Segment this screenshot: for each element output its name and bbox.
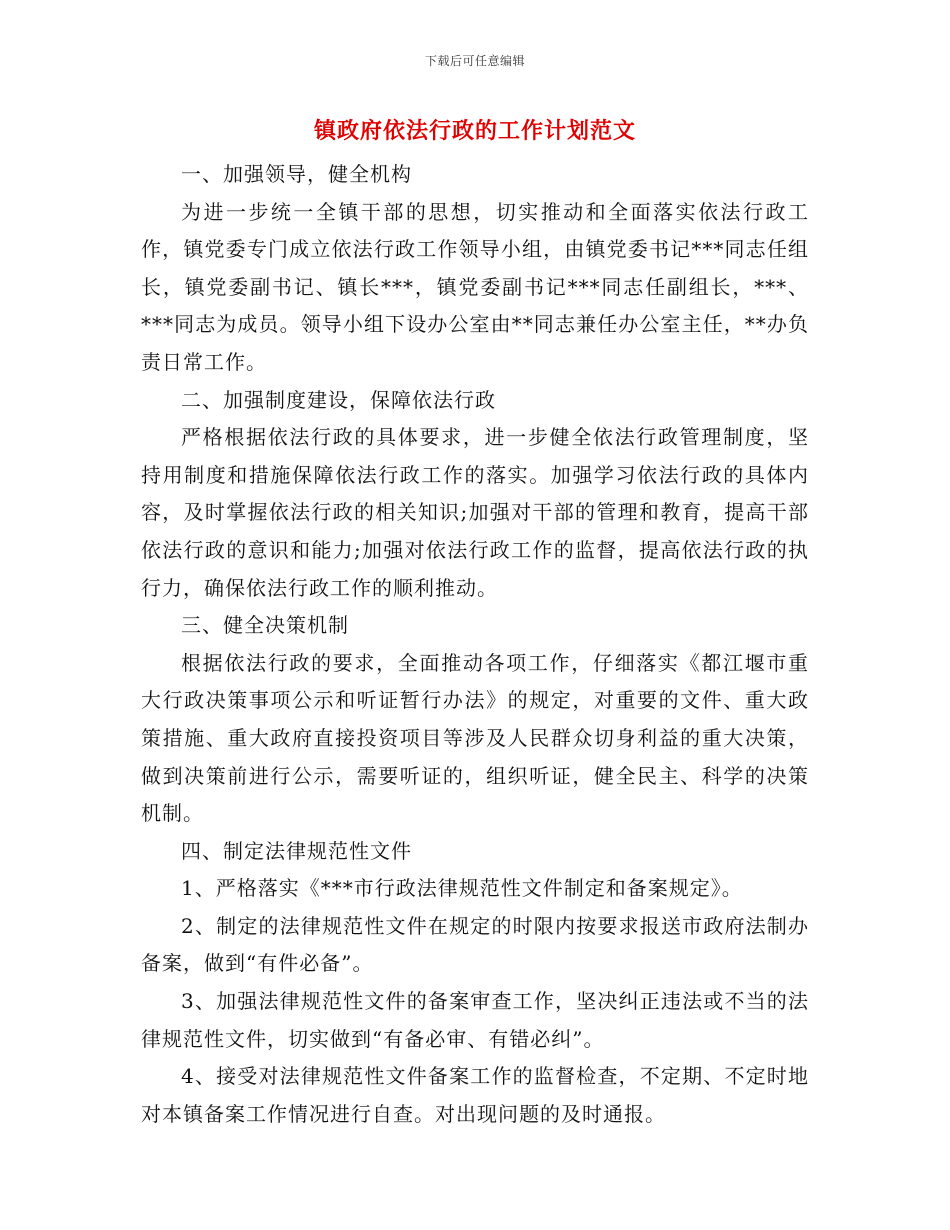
numbered-item-2: 2、制定的法律规范性文件在规定的时限内按要求报送市政府法制办备案，做到“有件必备”。	[141, 913, 809, 976]
section-heading-3: 三、健全决策机制	[181, 613, 349, 638]
document-title: 镇政府依法行政的工作计划范文	[313, 118, 636, 144]
body-paragraph: 根据依法行政的要求，全面推动各项工作，仔细落实《都江堰市重大行政决策事项公示和听证暂行办法》的规定，对重要的文件、重大政策措施、重大政府直接投资项目等涉及人民群众切身利益的重大决策，做到决策前进行公示，需要听证的，组织听证，健全民主、科学的决策机制。	[141, 650, 809, 826]
numbered-item-1: 1、严格落实《***市行政法律规范性文件制定和备案规定》。	[181, 876, 743, 901]
numbered-item-3: 3、加强法律规范性文件的备案审查工作，坚决纠正违法或不当的法律规范性文件，切实做到“有备必审、有错必纠”。	[141, 989, 809, 1051]
section-heading-1: 一、加强领导，健全机构	[181, 162, 412, 186]
numbered-item-4: 4、接受对法律规范性文件备案工作的监督检查，不定期、不定时地对本镇备案工作情况进行自查。对出现问题的及时通报。	[141, 1064, 809, 1126]
body-paragraph: 严格根据依法行政的具体要求，进一步健全依法行政管理制度，坚持用制度和措施保障依法行政工作的落实。加强学习依法行政的具体内容，及时掌握依法行政的相关知识;加强对干部的管理和教育，提高干部依法行政的意识和能力;加强对依法行政工作的监督，提高依法行政的执行力，确保依法行政工作的顺利推动。	[141, 425, 809, 600]
section-heading-4: 四、制定法律规范性文件	[181, 838, 412, 863]
header-note: 下载后可任意编辑	[424, 54, 525, 68]
section-heading-2: 二、加强制度建设，保障依法行政	[181, 387, 496, 412]
body-paragraph: 为进一步统一全镇干部的思想，切实推动和全面落实依法行政工作，镇党委专门成立依法行政工作领导小组，由镇党委书记***同志任组长，镇党委副书记、镇长***，镇党委副书记***同志任副组长，***、***同志为成员。领导小组下设办公室由**同志兼任办公室主任，**办负责日常工作。	[141, 199, 809, 374]
document-body	[141, 156, 809, 1133]
